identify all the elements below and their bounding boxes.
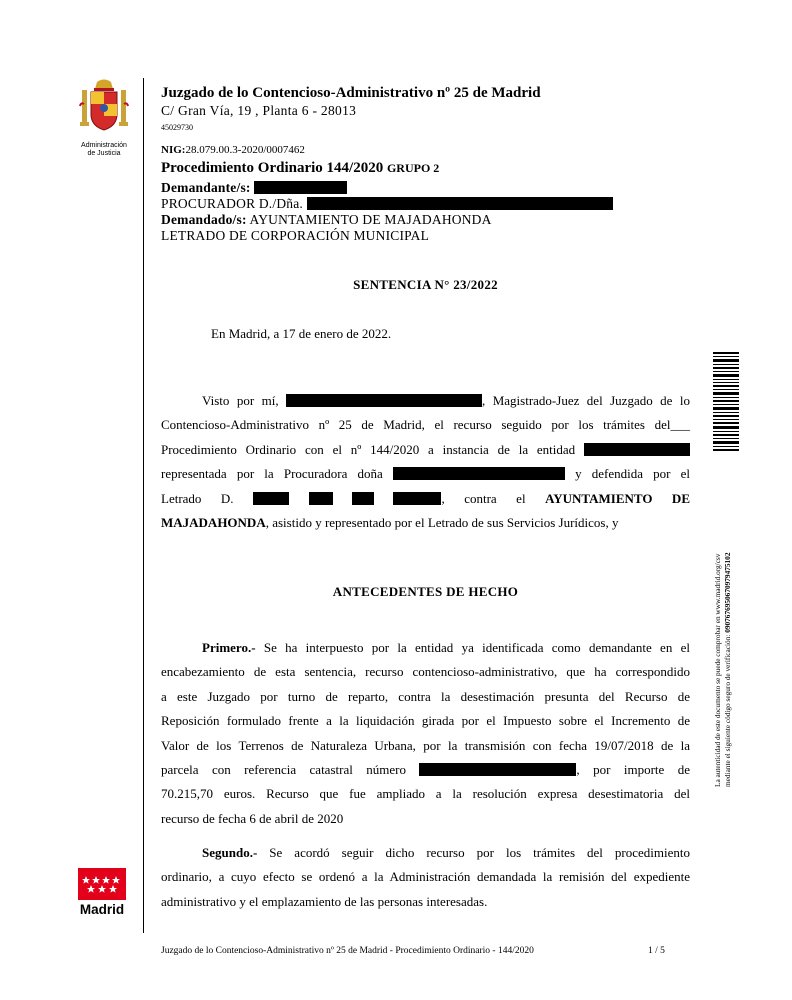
primero-paragraph — [161, 636, 690, 831]
visto-line-4 — [161, 462, 690, 486]
primero-text-1: Se ha interpuesto por la entidad ya identificada como demandante en el — [255, 640, 690, 655]
primero-line-4: Reposición formulado frente a la liquidación girada por el Impuesto sobre el Incremento de — [161, 713, 690, 729]
defendant-line — [161, 212, 492, 228]
verification-stamp — [703, 352, 743, 787]
verification-code: 0907676950670979475102 — [723, 552, 732, 633]
primero-line-6 — [161, 758, 690, 782]
court-name: Juzgado de lo Contencioso-Administrativo nº 25 de Madrid — [161, 85, 541, 101]
primero-line-8: recurso de fecha 6 de abril de 2020 — [161, 810, 344, 826]
visto-text-1b: , Magistrado-Juez del Juzgado de lo — [482, 393, 690, 408]
visto-text-3: Procedimiento Ordinario con el nº 144/2020 a instancia de la entidad — [161, 441, 576, 457]
redacted-judge — [286, 394, 482, 407]
visto-text-5b: , contra el — [441, 490, 526, 506]
segundo-text-1: Se acordó seguir dicho recurso por los trámites del procedimiento — [257, 845, 690, 860]
comunidad-madrid-logo — [78, 868, 126, 917]
primero-line-1 — [161, 636, 690, 660]
primero-text-6a: parcela con referencia catastral número — [161, 762, 406, 778]
segundo-label: Segundo.- — [202, 845, 258, 860]
redacted-plaintiff — [254, 181, 347, 194]
madrid-word: Madrid — [79, 902, 125, 917]
visto-text-6b: , asistido y representado por el Letrado de sus Servicios Jurídicos, y — [265, 515, 619, 531]
segundo-line-1 — [161, 841, 690, 865]
redacted-letrado-2 — [309, 492, 333, 505]
coat-of-arms-icon — [78, 78, 130, 136]
defendant-value: AYUNTAMIENTO DE MAJADAHONDA — [249, 212, 492, 227]
plaintiff-line — [161, 180, 347, 196]
procurador-line — [161, 196, 613, 212]
plaintiff-label: Demandante/s: — [161, 180, 251, 195]
primero-text-6b: , por importe de — [576, 762, 690, 778]
redacted-cadastral — [419, 763, 576, 776]
primero-line-7: 70.215,70 euros. Recurso que fue ampliado a la resolución expresa desestimatoria del — [161, 786, 690, 802]
redacted-letrado-1 — [253, 492, 289, 505]
madrid-flag-icon — [78, 868, 126, 900]
verification-line2 — [723, 437, 733, 787]
visto-text-1a: Visto por mí, — [202, 393, 279, 408]
segundo-line-2: ordinario, a cuyo efecto se ordenó a la Administración demandada la remisión del expediente — [161, 869, 690, 885]
redacted-entity — [584, 443, 690, 456]
administracion-justicia-logo — [78, 78, 130, 158]
visto-line-1 — [161, 389, 690, 413]
sentence-title: SENTENCIA N° 23/2022 — [353, 277, 498, 292]
redacted-letrado-4 — [393, 492, 441, 505]
court-address: C/ Gran Vía, 19 , Planta 6 - 28013 — [161, 103, 357, 118]
page-number: 1 / 5 — [648, 946, 665, 956]
primero-line-5: Valor de los Terrenos de Naturaleza Urbana, por la transmisión con fecha 19/07/2018 de la — [161, 737, 690, 753]
logo-caption — [78, 142, 130, 158]
visto-text-5c: AYUNTAMIENTO DE — [545, 490, 690, 506]
visto-line-6 — [161, 511, 690, 535]
procurador-label: PROCURADOR D./Dña. — [161, 196, 303, 211]
verification-line1: La autenticidad de este documento se puede comprobar en www.madrid.org/csv — [713, 553, 722, 787]
visto-paragraph — [161, 389, 690, 535]
defendant-label: Demandado/s: — [161, 212, 247, 227]
antecedentes-title: ANTECEDENTES DE HECHO — [332, 584, 519, 599]
logo-caption-line1: Administración — [81, 142, 127, 149]
primero-label: Primero.- — [202, 640, 256, 655]
segundo-paragraph — [161, 841, 690, 914]
visto-text-6a: MAJADAHONDA — [161, 515, 266, 531]
procedure-number: Procedimiento Ordinario 144/2020 — [161, 160, 384, 176]
date-line: En Madrid, a 17 de enero de 2022. — [211, 326, 392, 341]
procedure-group: GRUPO 2 — [386, 161, 440, 175]
redacted-letrado-3 — [352, 492, 374, 505]
footer-text: Juzgado de lo Contencioso-Administrativo nº 25 de Madrid - Procedimiento Ordinario - 144/2020 — [161, 946, 534, 956]
lawyer-line: LETRADO DE CORPORACIÓN MUNICIPAL — [161, 228, 430, 243]
visto-line-5 — [161, 487, 690, 511]
margin-rule — [143, 78, 144, 933]
logo-caption-line2: de Justicia — [87, 150, 121, 157]
visto-text-4a: representada por la Procuradora doña — [161, 466, 383, 482]
redacted-procuradora — [393, 467, 565, 480]
primero-line-3: a este Juzgado por turno de reparto, contra la desestimación presunta del Recurso de — [161, 688, 690, 704]
verification-text — [713, 437, 733, 787]
nig-label: NIG: — [161, 144, 186, 156]
primero-line-2: encabezamiento de esta sentencia, recurso contencioso-administrativo, que ha correspondido — [161, 664, 690, 680]
visto-text-4b: y defendida por el — [575, 466, 691, 482]
visto-line-3 — [161, 438, 690, 462]
procedure-title — [161, 160, 439, 177]
visto-line-2: Contencioso-Administrativo nº 25 de Madrid, el recurso seguido por los trámites del___ — [161, 417, 690, 433]
visto-text-5a: Letrado D. — [161, 490, 234, 506]
nig-value: 28.079.00.3-2020/0007462 — [185, 144, 305, 156]
court-code: 45029730 — [161, 123, 193, 132]
redacted-procurador — [307, 197, 613, 210]
segundo-line-3: administrativo y el emplazamiento de las personas interesadas. — [161, 893, 488, 909]
verification-line2-text: mediante el siguiente código seguro de verificación: — [723, 634, 732, 787]
nig-line — [161, 144, 305, 156]
